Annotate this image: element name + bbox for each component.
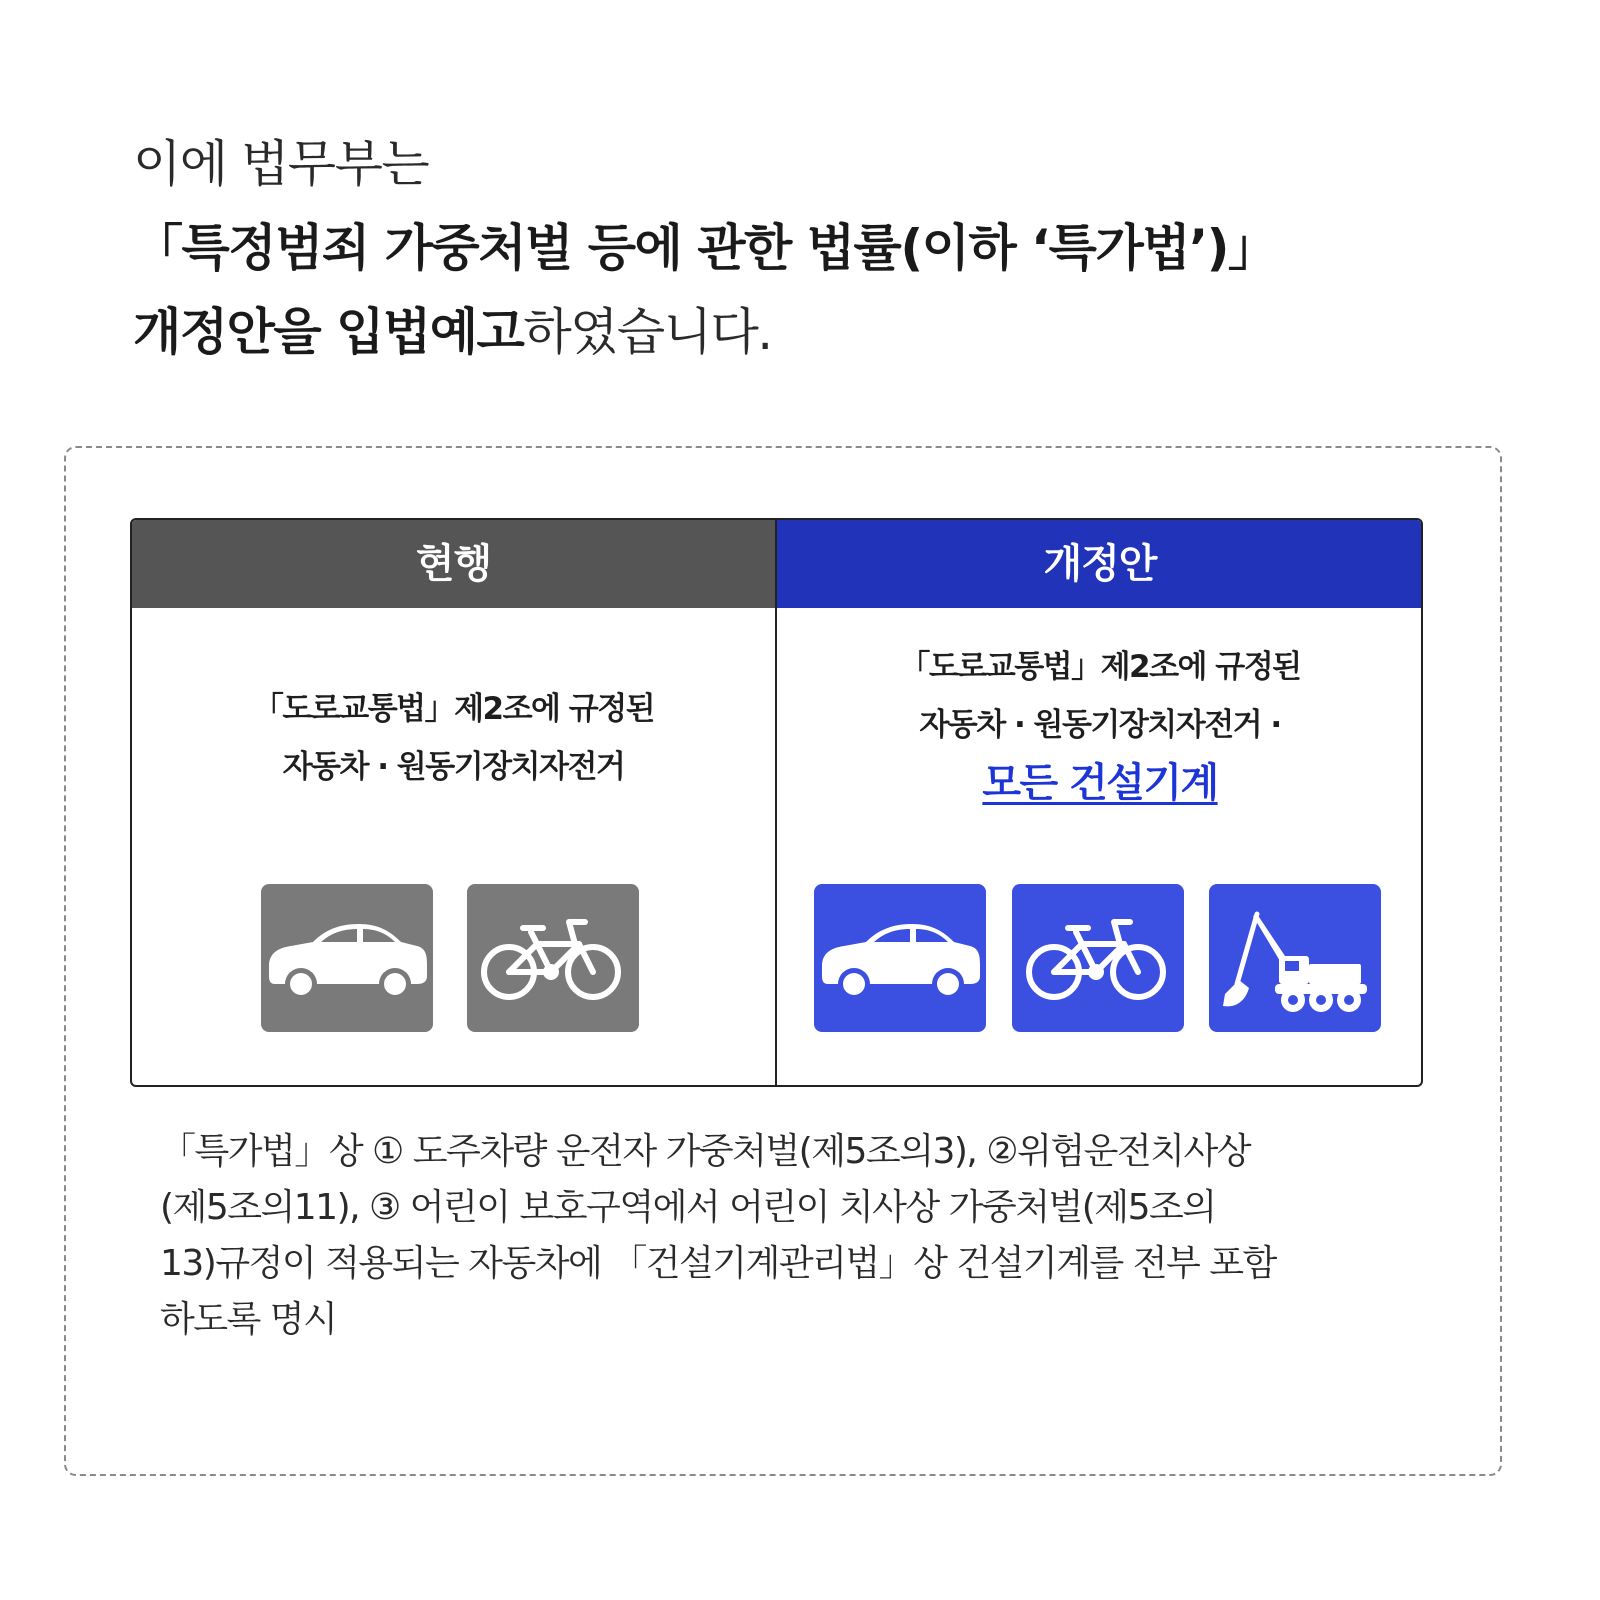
car-icon — [261, 884, 433, 1032]
proposed-header: 개정안 — [777, 520, 1423, 608]
excavator-icon — [1209, 884, 1381, 1032]
bicycle-icon — [467, 884, 639, 1032]
current-header: 현행 — [132, 520, 775, 608]
headline-line3-bold: 개정안을 입법예고 — [133, 303, 524, 361]
proposed-description — [777, 638, 1423, 815]
current-column — [132, 520, 777, 1085]
headline — [133, 122, 1493, 374]
current-text-line2: 자동차 · 원동기장치자전거 — [282, 749, 625, 785]
note-line2: (제5조의11), ③ 어린이 보호구역에서 어린이 치사상 가중처벌(제5조의 — [160, 1187, 1216, 1228]
note-line1: 「특가법」상 ① 도주차량 운전자 가중처벌(제5조의3), ②위험운전치사상 — [160, 1131, 1251, 1172]
proposed-text-line2: 자동차 · 원동기장치자전거 · — [919, 707, 1281, 743]
comparison-table — [130, 518, 1423, 1087]
car-icon — [814, 884, 986, 1032]
headline-line2: 「특정범죄 가중처벌 등에 관한 법률(이하 ‘특가법’)」 — [133, 219, 1277, 277]
current-text-line1: 「도로교통법」제2조에 규정된 — [252, 691, 655, 727]
proposed-text-line1: 「도로교통법」제2조에 규정된 — [899, 649, 1301, 685]
note-line3: 13)규정이 적용되는 자동차에 「건설기계관리법」상 건설기계를 전부 포함 — [160, 1243, 1276, 1284]
bicycle-icon — [1012, 884, 1184, 1032]
headline-line3-regular: 하였습니다. — [523, 303, 772, 361]
headline-line1: 이에 법무부는 — [133, 135, 429, 193]
headline-line3 — [133, 290, 1493, 374]
note-text — [160, 1124, 1420, 1348]
current-description — [132, 680, 775, 796]
proposed-column — [777, 520, 1423, 1085]
proposed-highlight: 모든 건설기계 — [982, 760, 1218, 806]
note-line4: 하도록 명시 — [160, 1299, 337, 1340]
